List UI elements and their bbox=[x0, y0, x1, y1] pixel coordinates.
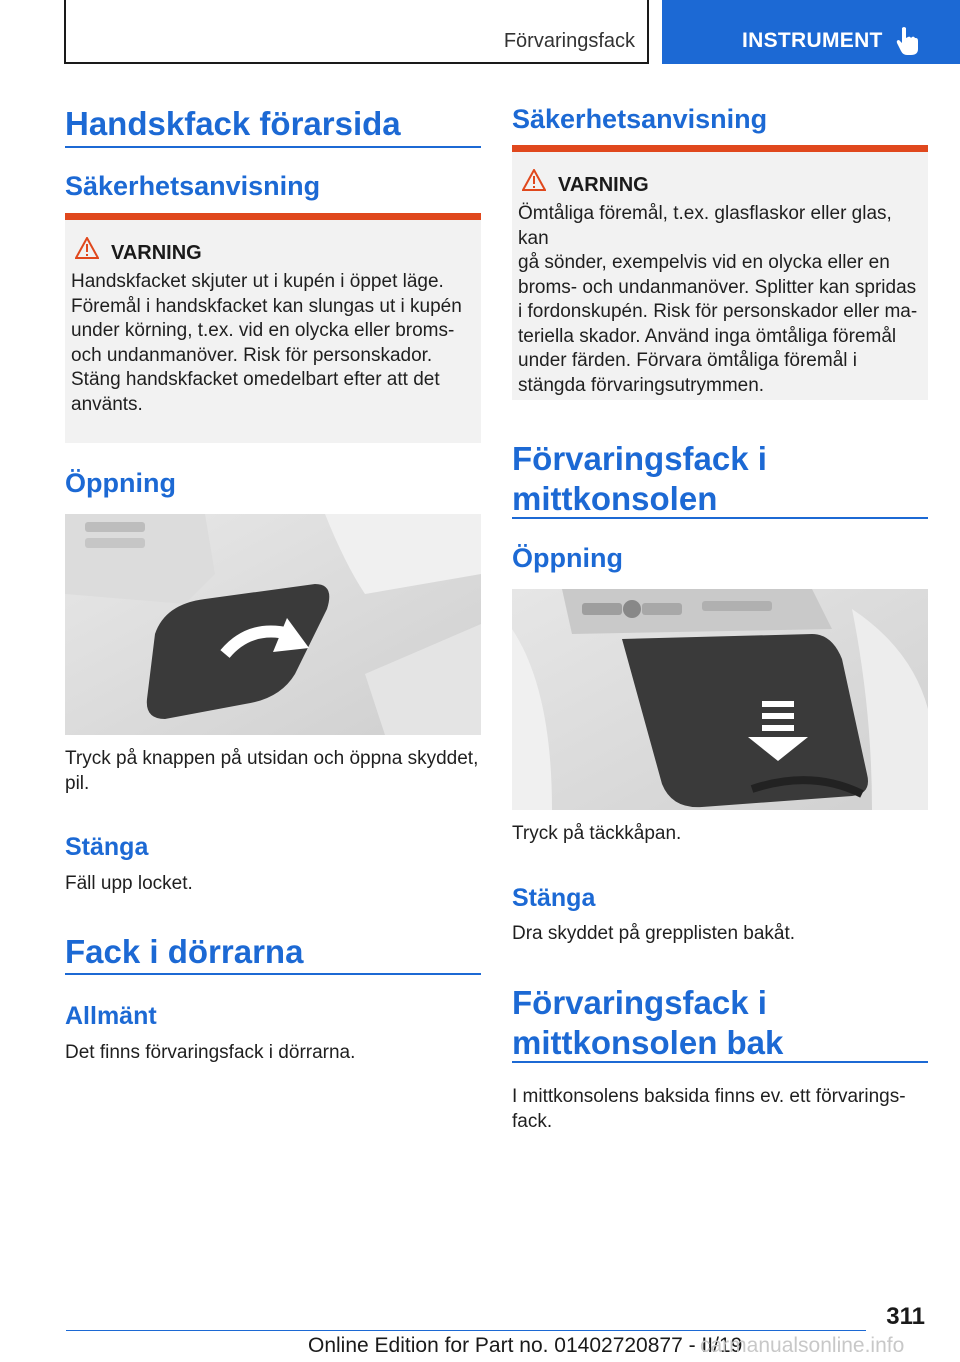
title-line: mittkonsolen bbox=[512, 480, 718, 517]
warning-line: Stäng handskfacket omedelbart efter att det bbox=[71, 369, 440, 390]
header-chapter-label: INSTRUMENT bbox=[742, 29, 883, 52]
page-number: 311 bbox=[886, 1303, 925, 1330]
title-door-pockets: Fack i dörrarna bbox=[65, 933, 304, 970]
header-section-title: Förvaringsfack bbox=[503, 30, 635, 52]
warning-label: VARNING bbox=[558, 174, 649, 196]
title-rule bbox=[65, 146, 481, 148]
open-heading: Öppning bbox=[512, 543, 623, 573]
warning-line: teriella skador. Använd inga ömtåliga föremål bbox=[518, 325, 897, 347]
close-instruction: Dra skyddet på grepplisten bakåt. bbox=[512, 923, 796, 944]
warning-line: och undanmanöver. Risk för personskador. bbox=[71, 344, 433, 366]
footer-edition: Online Edition for Part no. 01402720877 - II/19 bbox=[308, 1334, 743, 1357]
title-rule bbox=[512, 517, 928, 519]
warning-line: stängda förvaringsutrymmen. bbox=[518, 374, 765, 396]
warning-line: Ömtåliga föremål, t.ex. glasflaskor eller glas, kan bbox=[518, 203, 892, 249]
rear-text bbox=[512, 1085, 928, 1134]
title-rule bbox=[65, 973, 481, 975]
title-line: Förvaringsfack i bbox=[512, 984, 767, 1021]
title-center-console bbox=[512, 439, 767, 519]
warning-label: VARNING bbox=[111, 242, 202, 264]
close-heading: Stänga bbox=[512, 884, 596, 912]
text-line: I mittkonsolens baksida finns ev. ett förvarings- bbox=[512, 1086, 906, 1107]
safety-heading: Säkerhetsanvisning bbox=[512, 104, 768, 134]
warning-line: Handskfacket skjuter ut i kupén i öppet läge. bbox=[71, 271, 444, 292]
text-line: Tryck på knappen på utsidan och öppna skyddet, bbox=[65, 748, 479, 769]
warning-triangle-icon bbox=[75, 237, 99, 259]
footer-watermark: carmanualsonline.info bbox=[700, 1334, 905, 1357]
warning-line: gå sönder, exempelvis vid en olycka eller en bbox=[518, 252, 890, 273]
close-heading: Stänga bbox=[65, 833, 149, 861]
warning-text bbox=[518, 202, 922, 398]
warning-box bbox=[512, 145, 928, 400]
warning-line: broms- och undanmanöver. Splitter kan spridas bbox=[518, 276, 917, 298]
general-heading: Allmänt bbox=[65, 1002, 157, 1030]
warning-line: i fordonskupén. Risk för personskador eller ma- bbox=[518, 301, 918, 322]
warning-line: använts. bbox=[71, 393, 143, 415]
text-line: pil. bbox=[65, 772, 90, 794]
hand-pointer-icon bbox=[896, 26, 920, 56]
text-line: fack. bbox=[512, 1110, 553, 1132]
footer-rule bbox=[66, 1330, 866, 1331]
close-instruction: Fäll upp locket. bbox=[65, 873, 193, 894]
warning-triangle-icon bbox=[522, 169, 546, 191]
header-chapter-tab[interactable] bbox=[662, 0, 960, 64]
warning-box bbox=[65, 213, 481, 443]
title-rear-console bbox=[512, 983, 783, 1063]
open-heading: Öppning bbox=[65, 468, 176, 498]
general-text: Det finns förvaringsfack i dörrarna. bbox=[65, 1042, 356, 1063]
glovebox-illustration bbox=[65, 514, 481, 735]
warning-line: Föremål i handskfacket kan slungas ut i kupén bbox=[71, 295, 462, 317]
console-illustration bbox=[512, 589, 928, 810]
title-glovebox: Handskfack förarsida bbox=[65, 105, 401, 142]
header-section-box bbox=[64, 0, 649, 64]
title-line: mittkonsolen bak bbox=[512, 1024, 784, 1061]
open-instruction: Tryck på täckkåpan. bbox=[512, 823, 682, 844]
open-instruction bbox=[65, 747, 481, 796]
title-rule bbox=[512, 1061, 928, 1063]
safety-heading: Säkerhetsanvisning bbox=[65, 171, 321, 201]
warning-line: under körning, t.ex. vid en olycka eller broms- bbox=[71, 320, 455, 341]
title-line: Förvaringsfack i bbox=[512, 440, 767, 477]
warning-text bbox=[71, 270, 475, 417]
warning-line: under färden. Förvara ömtåliga föremål i bbox=[518, 350, 857, 371]
